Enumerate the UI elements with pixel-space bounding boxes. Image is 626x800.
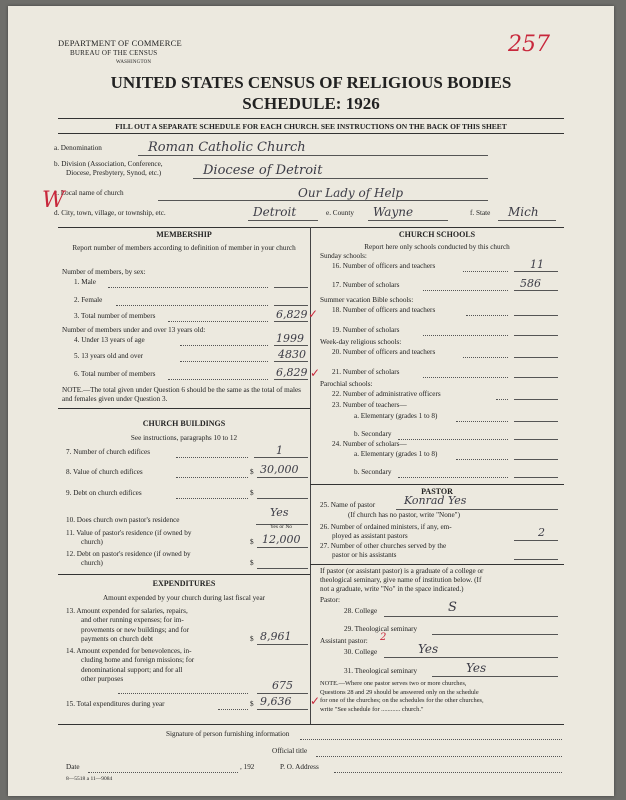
q14-label: 14. Amount expended for benevolences, in- cluding home and foreign missions; for denominational support; and for all other purposes (66, 647, 195, 683)
schools-instruction: Report here only schools conducted by this church (364, 243, 510, 251)
q26-value[interactable]: 2 (538, 526, 545, 539)
q23-label: 23. Number of teachers— (332, 401, 407, 409)
q29-label: 29. Theological seminary (344, 625, 418, 633)
q15-label: 15. Total expenditures during year (66, 700, 165, 708)
q24-label: 24. Number of scholars— (332, 440, 407, 448)
margin-mark: W (42, 188, 65, 213)
q13-value[interactable]: 8,961 (260, 630, 292, 643)
q15-value[interactable]: 9,636 (260, 695, 292, 708)
form-title: UNITED STATES CENSUS OF RELIGIOUS BODIES (110, 73, 512, 92)
denomination-value[interactable]: Roman Catholic Church (148, 140, 306, 155)
membership-heading: MEMBERSHIP (156, 230, 212, 239)
check-icon: ✓ (308, 307, 319, 321)
membership-instruction: Report number of members according to definition of member in your church (72, 244, 296, 252)
city-value[interactable]: Detroit (253, 205, 297, 219)
q14-value[interactable]: 675 (272, 679, 293, 692)
q8-label: 8. Value of church edifices (66, 468, 143, 476)
buildings-instruction: See instructions, paragraphs 10 to 12 (130, 434, 238, 442)
q4-under13-value[interactable]: 1999 (276, 332, 304, 345)
q31-value[interactable]: Yes (466, 661, 487, 675)
members-by-age-label: Number of members under and over 13 years old: (62, 326, 206, 334)
check-icon: ✓ (310, 694, 321, 708)
q18-label: 18. Number of officers and teachers (332, 306, 436, 314)
q10-value[interactable]: Yes (270, 506, 289, 519)
q11-value[interactable]: 12,000 (262, 533, 301, 546)
q28-label: 28. College (344, 607, 378, 615)
buildings-heading: CHURCH BUILDINGS (142, 419, 226, 428)
form-code: 8—5518 a 11—9084 (66, 776, 113, 782)
county-label: e. County (326, 209, 354, 217)
expenditures-heading: EXPENDITURES (152, 579, 216, 588)
state-label: f. State (470, 209, 491, 217)
instruction-line: FILL OUT A SEPARATE SCHEDULE FOR EACH CHURCH. SEE INSTRUCTIONS ON THE BACK OF THIS SHEET (115, 122, 507, 131)
q10-label: 10. Does church own pastor's residence (66, 516, 180, 524)
q30-value[interactable]: Yes (418, 642, 439, 656)
signature-label: Signature of person furnishing information (166, 730, 290, 738)
local-name-value[interactable]: Our Lady of Help (298, 186, 404, 200)
q3-total-label: 3. Total number of members (74, 312, 156, 320)
official-title-label: Official title (272, 747, 308, 755)
division-value[interactable]: Diocese of Detroit (203, 163, 323, 178)
q1-male-label: 1. Male (74, 278, 96, 286)
date-label: Date (66, 763, 80, 771)
q5-over13-value[interactable]: 4830 (278, 348, 306, 361)
q27-label: 27. Number of other churches served by the pastor or his assistants (320, 542, 447, 559)
q7-label: 7. Number of church edifices (66, 448, 151, 456)
q16-value[interactable]: 11 (530, 258, 544, 271)
membership-note: NOTE.—The total given under Question 6 should be the same as the total of males and females given under Question 3. (62, 386, 301, 403)
q4-under13-label: 4. Under 13 years of age (74, 336, 145, 344)
pastor-instruction: If pastor (or assistant pastor) is a graduate of a college or theological seminary, give name of institution below. (If not a graduate, write "No" in the space indicated.) (320, 567, 484, 593)
local-name-label: c. Local name of church (54, 189, 124, 197)
q9-label: 9. Debt on church edifices (66, 489, 142, 497)
q25-value[interactable]: Konrad Yes (404, 494, 467, 507)
q2-female-label: 2. Female (74, 296, 103, 304)
q5-over13-label: 5. 13 years old and over (74, 352, 144, 360)
division-label: b. Division (Association, Conference, Diocese, Presbytery, Synod, etc.) (54, 160, 163, 177)
q19-label: 19. Number of scholars (332, 326, 400, 334)
schools-heading: CHURCH SCHOOLS (398, 230, 476, 239)
q7-value[interactable]: 1 (276, 444, 283, 457)
q8-value[interactable]: 30,000 (260, 463, 299, 476)
po-address-label: P. O. Address (280, 763, 319, 771)
state-value[interactable]: Mich (508, 205, 539, 219)
members-by-sex-label: Number of members, by sex: (62, 268, 146, 276)
q17-label: 17. Number of scholars (332, 281, 400, 289)
census-form-page: DEPARTMENT OF COMMERCE BUREAU OF THE CENSUS WASHINGTON 257 UNITED STATES CENSUS OF RELIGIOUS BODIES SCHEDULE: 1926 FILL OUT A SEPARATE SCHEDULE FOR EACH CHURCH. SEE INSTRUCTIONS ON THE BACK OF THIS SHEET a. Denomination Roman Catholic Church b. Division (Association, Conference, Diocese, Presbytery, Synod, etc.) Diocese of Detroit c. Local name of church Our Lady of Help W d. City, town, village, or township, etc. Detroit e. County Wayne f. State Mich MEMBERSHIP Report number of members according to definition of member in your church Number of members, by sex: 1. Male 2. Female 3. Total number of members 6,829 ✓ Number of members under and over 13 years old: 4. Under 13 years of age 1999 5. 13 years old and over 4830 6. Total number of members 6,829 ✓ NOTE.—The total given under Question 6 should be the same as the total of males and females given under Question 3. CHURCH BUILDINGS See instructions, paragraphs 10 to 12 7. Number of church edifices 1 8. Value of church edifices $ 30,000 9. Debt on church edifices $ 10. Does church own pastor's residence Yes Yes or No 11. Value of pastor's residence (if owned by church) $ 12,000 12. Debt on pastor's residence (if owned by church) $ EXPENDITURES Amount expended by your church during last fiscal year 13. Amount expended for salaries, repairs, and other running expenses; for im- provements or new buildings; and for payments on church debt $ 8,961 14. Amount expended for benevolences, in- cluding home and foreign missions; for denominational support; and for all other purposes 675 15. Total expenditures during year $ 9,636 ✓ CHURCH SCHOOLS Report here only schools conducted by this church Sunday schools: 16. Number of officers and teachers 11 17. Number of scholars 586 Summer vacation Bible schools: 18. Number of officers and teachers 19. Number of scholars Week-day religious schools: 20. Number of officers and teachers 21. Number of scholars Parochial schools: 22. Number of administrative officers 23. Number of teachers— a. Elementary (grades 1 to 8) b. Secondary 24. Number of scholars— a. Elementary (grades 1 to 8) b. Secondary PASTOR 25. Name of pastor Konrad Yes (If church has no pastor, write "None") 26. Number of ordained ministers, if any, em- ployed as assistant pastors 2 27. Number of other churches served by the pastor or his assistants If pastor (or assistant pastor) is a graduate of a college or theological seminary, give name of institution below. (If not a graduate, write "No" in the space indicated.) Pastor: 28. College S 29. Theological seminary Assistant pastor: 2 30. College Yes 31. Theological seminary Yes NOTE.—Where one pastor serves two or more churches, Questions 28 and 29 should be answered only on the schedule for one of the churches; on the schedules for the other churches, write "See schedule for ............ church." Signature of person furnishing information Official title Date , 192 P. O. Address 8—5518 a 11—9084 (8, 6, 614, 796)
q28-value[interactable]: S (448, 600, 457, 615)
city-label: d. City, town, village, or township, etc. (54, 209, 166, 217)
q31-label: 31. Theological seminary (344, 667, 418, 675)
q6-total-label: 6. Total number of members (74, 370, 156, 378)
form-number-annotation: 257 (508, 32, 550, 57)
department-heading: DEPARTMENT OF COMMERCE BUREAU OF THE CENSUS WASHINGTON (58, 38, 182, 65)
schedule-title: SCHEDULE: 1926 (242, 94, 380, 113)
q20-label: 20. Number of officers and teachers (332, 348, 436, 356)
q3-total-value[interactable]: 6,829 (276, 308, 308, 321)
check-icon: ✓ (310, 366, 321, 380)
pastor-heading: PASTOR (421, 487, 453, 496)
q25-label: 25. Name of pastor (320, 501, 376, 509)
assistant-mark: 2 (380, 632, 387, 643)
q26-label: 26. Number of ordained ministers, if any, em- ployed as assistant pastors (320, 523, 452, 540)
expenditures-instruction: Amount expended by your church during last fiscal year (102, 594, 266, 602)
q21-label: 21. Number of scholars (332, 368, 400, 376)
q6-total-value[interactable]: 6,829 (276, 366, 308, 379)
q12-label: 12. Debt on pastor's residence (if owned by church) (66, 550, 191, 567)
denomination-label: a. Denomination (54, 144, 102, 152)
pastor-note: NOTE.—Where one pastor serves two or more churches, Questions 28 and 29 should be answered only on the schedule for one of the churches; on the schedules for the other churches, write "See schedule for ............ church." (320, 680, 484, 713)
q13-label: 13. Amount expended for salaries, repairs, and other running expenses; for im- provements or new buildings; and for payments on church debt (66, 607, 189, 643)
q17-value[interactable]: 586 (520, 277, 541, 290)
q16-label: 16. Number of officers and teachers (332, 262, 436, 270)
q11-label: 11. Value of pastor's residence (if owned by church) (66, 529, 192, 546)
county-value[interactable]: Wayne (373, 205, 414, 219)
q22-label: 22. Number of administrative officers (332, 390, 441, 398)
q30-label: 30. College (344, 648, 378, 656)
